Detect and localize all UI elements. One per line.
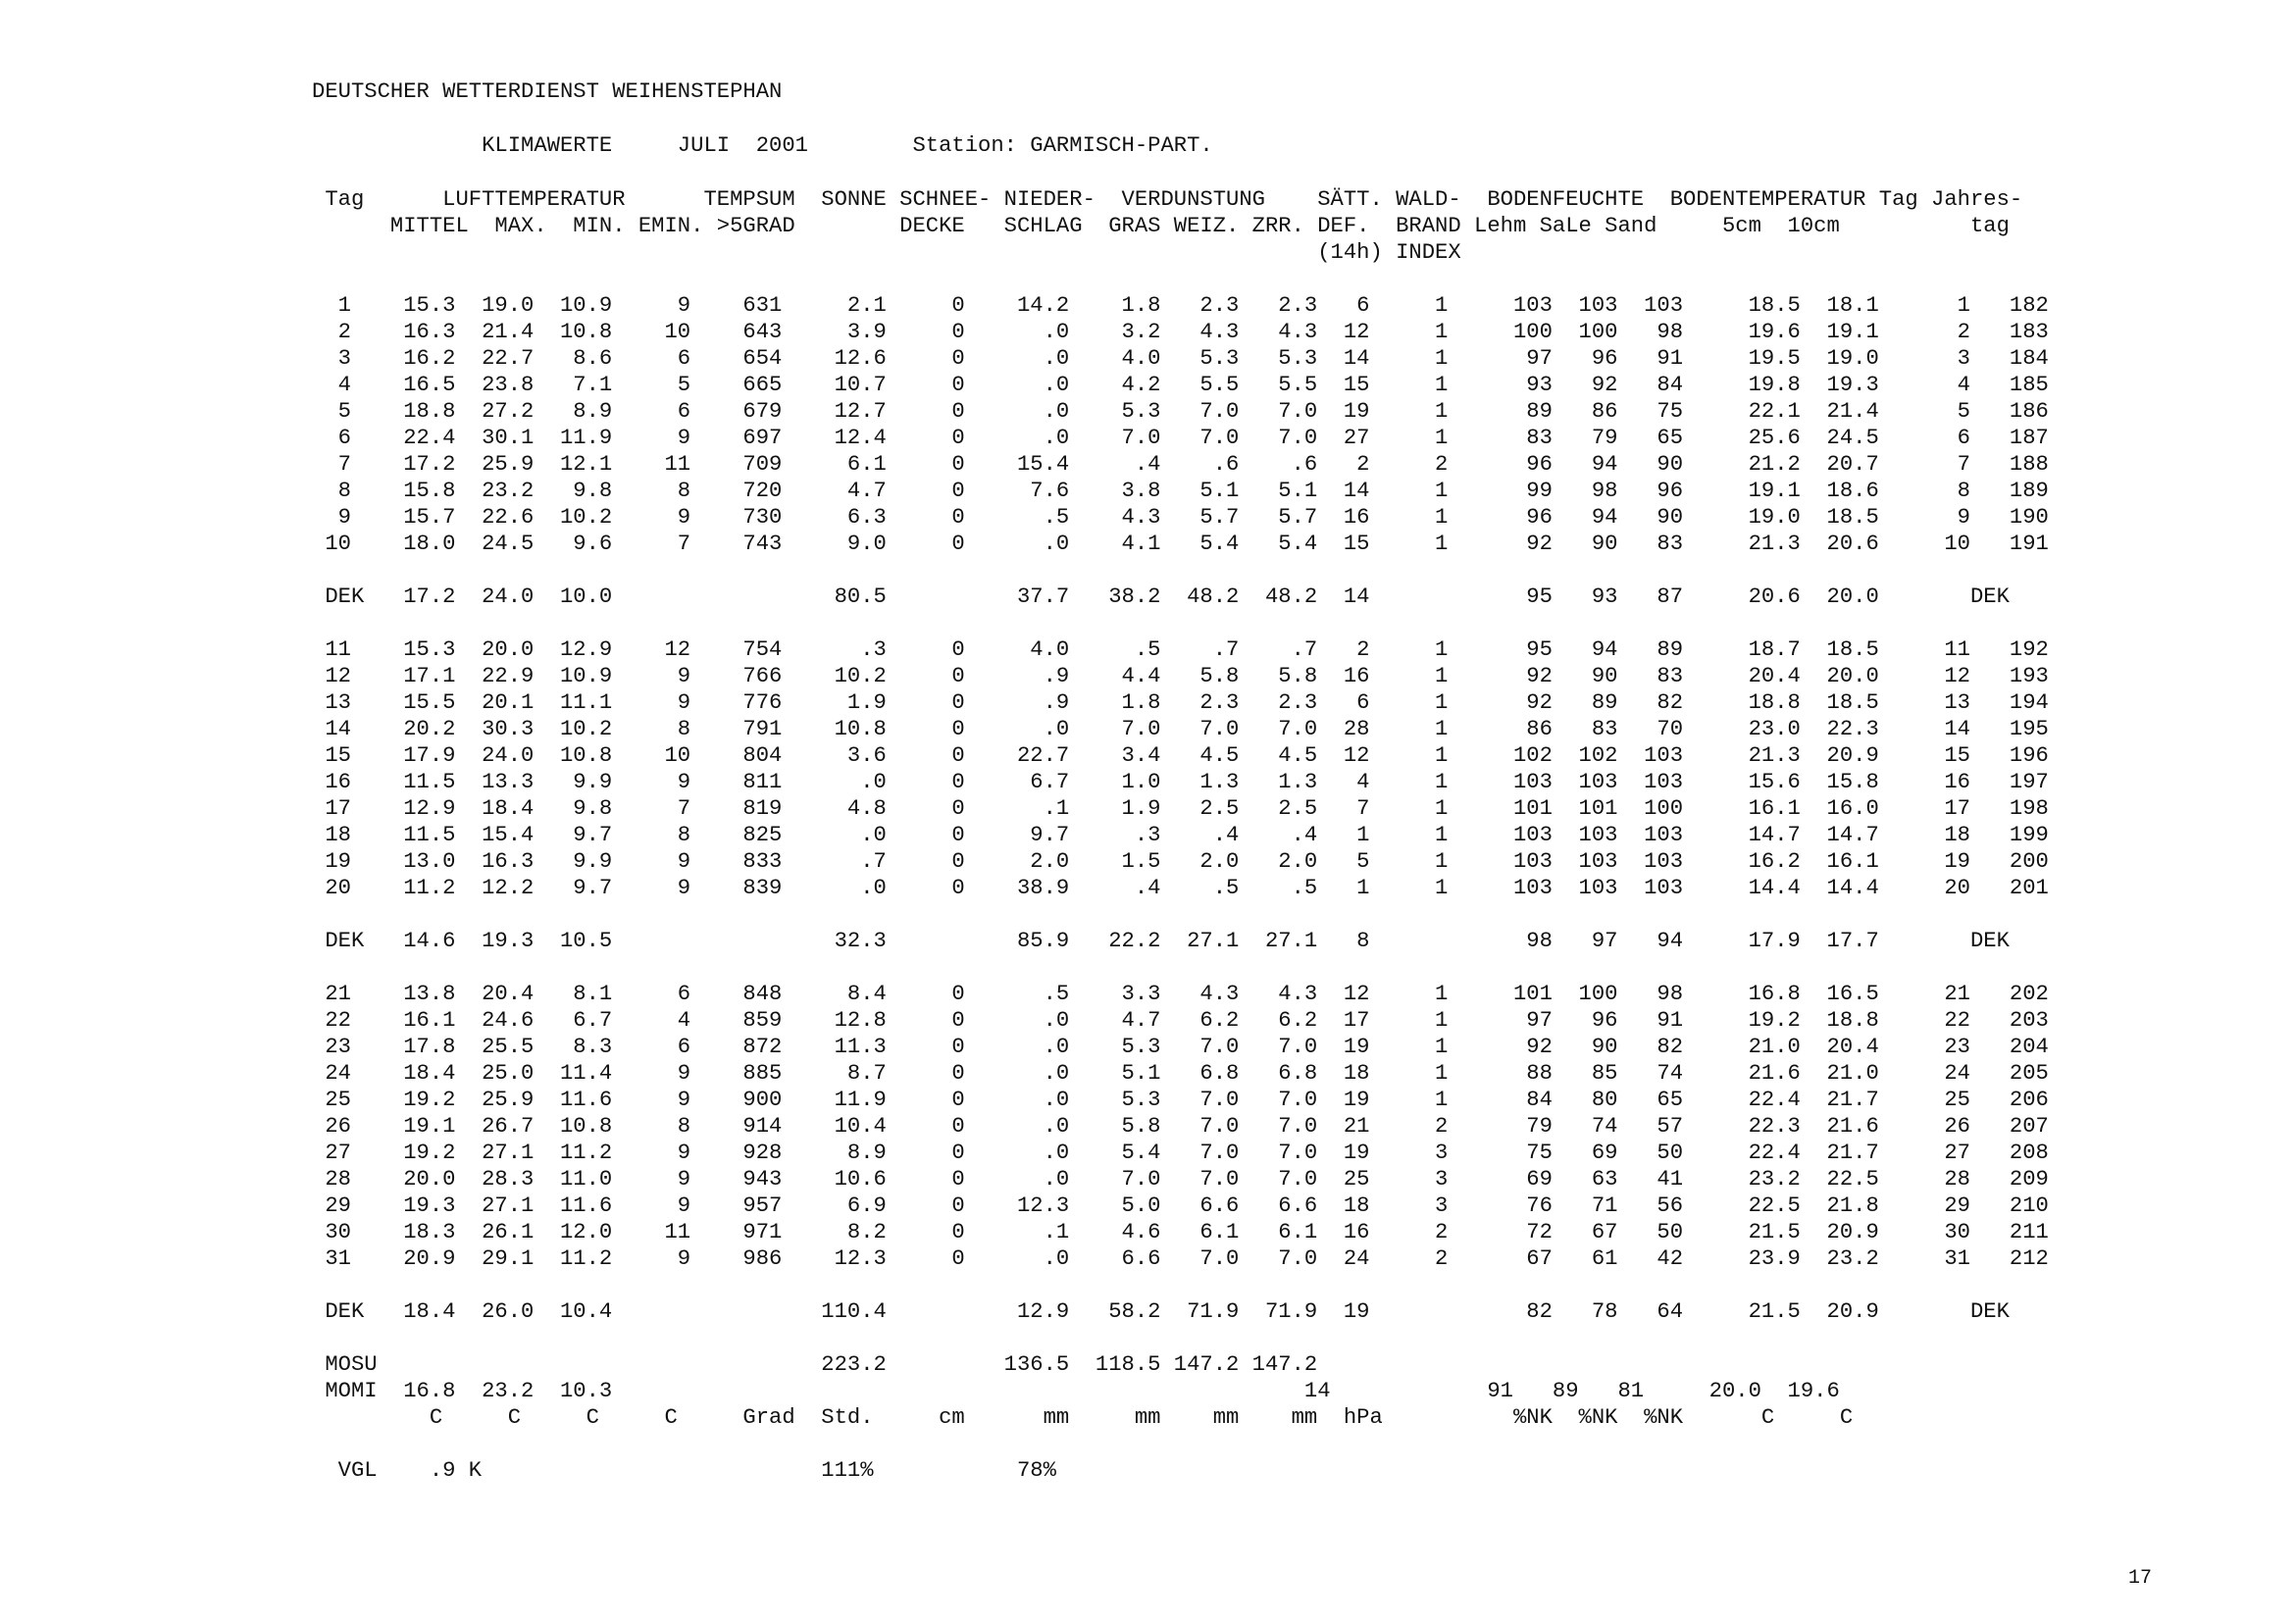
column-header-line: Tag LUFTTEMPERATUR TEMPSUM SONNE SCHNEE- NIEDER- VERDUNSTUNG SÄTT. WALD- BODENFEUCHTE BODENTEMPERATUR Tag Jahres-: [312, 187, 2023, 212]
table-row: 29 19.3 27.1 11.6 9 957 6.9 0 12.3 5.0 6.6 6.6 18 3 76 71 56 22.5 21.8 29 210: [312, 1193, 2049, 1218]
table-row: 2 16.3 21.4 10.8 10 643 3.9 0 .0 3.2 4.3 4.3 12 1 100 100 98 19.6 19.1 2 183: [312, 320, 2049, 344]
table-row: 15 17.9 24.0 10.8 10 804 3.6 0 22.7 3.4 4.5 4.5 12 1 102 102 103 21.3 20.9 15 196: [312, 743, 2049, 768]
table-row: 20 11.2 12.2 9.7 9 839 .0 0 38.9 .4 .5 .5 1 1 103 103 103 14.4 14.4 20 201: [312, 876, 2049, 900]
table-row: 21 13.8 20.4 8.1 6 848 8.4 0 .5 3.3 4.3 4.3 12 1 101 100 98 16.8 16.5 21 202: [312, 982, 2049, 1006]
table-row: 30 18.3 26.1 12.0 11 971 8.2 0 .1 4.6 6.1 6.1 16 2 72 67 50 21.5 20.9 30 211: [312, 1220, 2049, 1244]
page-number: 17: [2128, 1567, 2153, 1590]
table-row: 26 19.1 26.7 10.8 8 914 10.4 0 .0 5.8 7.0 7.0 21 2 79 74 57 22.3 21.6 26 207: [312, 1114, 2049, 1139]
table-row: 23 17.8 25.5 8.3 6 872 11.3 0 .0 5.3 7.0 7.0 19 1 92 90 82 21.0 20.4 23 204: [312, 1035, 2049, 1059]
decade-summary-row: DEK 14.6 19.3 10.5 32.3 85.9 22.2 27.1 27.1 8 98 97 94 17.9 17.7 DEK: [312, 929, 2010, 953]
comparison-row: VGL .9 K 111% 78%: [312, 1458, 1056, 1483]
table-row: 6 22.4 30.1 11.9 9 697 12.4 0 .0 7.0 7.0 7.0 27 1 83 79 65 25.6 24.5 6 187: [312, 426, 2049, 450]
table-row: 3 16.2 22.7 8.6 6 654 12.6 0 .0 4.0 5.3 5.3 14 1 97 96 91 19.5 19.0 3 184: [312, 346, 2049, 371]
units-row: C C C C Grad Std. cm mm mm mm mm hPa %NK %NK %NK C C: [312, 1405, 1854, 1430]
institution-header: DEUTSCHER WETTERDIENST WEIHENSTEPHAN: [312, 79, 783, 104]
title-line: KLIMAWERTE JULI 2001 Station: GARMISCH-PART.: [312, 133, 1213, 158]
table-row: 7 17.2 25.9 12.1 11 709 6.1 0 15.4 .4 .6 .6 2 2 96 94 90 21.2 20.7 7 188: [312, 452, 2049, 477]
table-row: 24 18.4 25.0 11.4 9 885 8.7 0 .0 5.1 6.8 6.8 18 1 88 85 74 21.6 21.0 24 205: [312, 1061, 2049, 1086]
table-row: 9 15.7 22.6 10.2 9 730 6.3 0 .5 4.3 5.7 5.7 16 1 96 94 90 19.0 18.5 9 190: [312, 505, 2049, 530]
column-header-line: (14h) INDEX: [312, 240, 1461, 265]
decade-summary-row: DEK 18.4 26.0 10.4 110.4 12.9 58.2 71.9 71.9 19 82 78 64 21.5 20.9 DEK: [312, 1299, 2010, 1324]
column-header-line: MITTEL MAX. MIN. EMIN. >5GRAD DECKE SCHLAG GRAS WEIZ. ZRR. DEF. BRAND Lehm SaLe Sand 5cm 10cm tag: [312, 214, 2010, 238]
table-row: 11 15.3 20.0 12.9 12 754 .3 0 4.0 .5 .7 .7 2 1 95 94 89 18.7 18.5 11 192: [312, 637, 2049, 662]
table-row: 22 16.1 24.6 6.7 4 859 12.8 0 .0 4.7 6.2 6.2 17 1 97 96 91 19.2 18.8 22 203: [312, 1008, 2049, 1033]
table-row: 5 18.8 27.2 8.9 6 679 12.7 0 .0 5.3 7.0 7.0 19 1 89 86 75 22.1 21.4 5 186: [312, 399, 2049, 424]
table-row: 8 15.8 23.2 9.8 8 720 4.7 0 7.6 3.8 5.1 5.1 14 1 99 98 96 19.1 18.6 8 189: [312, 479, 2049, 503]
table-row: 31 20.9 29.1 11.2 9 986 12.3 0 .0 6.6 7.0 7.0 24 2 67 61 42 23.9 23.2 31 212: [312, 1246, 2049, 1271]
monthly-mean-row: MOMI 16.8 23.2 10.3 14 91 89 81 20.0 19.6: [312, 1379, 1840, 1403]
table-row: 19 13.0 16.3 9.9 9 833 .7 0 2.0 1.5 2.0 2.0 5 1 103 103 103 16.2 16.1 19 200: [312, 849, 2049, 874]
table-row: 13 15.5 20.1 11.1 9 776 1.9 0 .9 1.8 2.3 2.3 6 1 92 89 82 18.8 18.5 13 194: [312, 690, 2049, 715]
table-row: 12 17.1 22.9 10.9 9 766 10.2 0 .9 4.4 5.8 5.8 16 1 92 90 83 20.4 20.0 12 193: [312, 664, 2049, 688]
table-row: 1 15.3 19.0 10.9 9 631 2.1 0 14.2 1.8 2.3 2.3 6 1 103 103 103 18.5 18.1 1 182: [312, 293, 2049, 318]
table-row: 10 18.0 24.5 9.6 7 743 9.0 0 .0 4.1 5.4 5.4 15 1 92 90 83 21.3 20.6 10 191: [312, 532, 2049, 556]
table-row: 4 16.5 23.8 7.1 5 665 10.7 0 .0 4.2 5.5 5.5 15 1 93 92 84 19.8 19.3 4 185: [312, 373, 2049, 397]
table-row: 25 19.2 25.9 11.6 9 900 11.9 0 .0 5.3 7.0 7.0 19 1 84 80 65 22.4 21.7 25 206: [312, 1088, 2049, 1112]
table-row: 18 11.5 15.4 9.7 8 825 .0 0 9.7 .3 .4 .4 1 1 103 103 103 14.7 14.7 18 199: [312, 823, 2049, 847]
monthly-sum-row: MOSU 223.2 136.5 118.5 147.2 147.2: [312, 1352, 1318, 1377]
table-row: 14 20.2 30.3 10.2 8 791 10.8 0 .0 7.0 7.0 7.0 28 1 86 83 70 23.0 22.3 14 195: [312, 717, 2049, 741]
decade-summary-row: DEK 17.2 24.0 10.0 80.5 37.7 38.2 48.2 48.2 14 95 93 87 20.6 20.0 DEK: [312, 584, 2010, 609]
table-row: 16 11.5 13.3 9.9 9 811 .0 0 6.7 1.0 1.3 1.3 4 1 103 103 103 15.6 15.8 16 197: [312, 770, 2049, 794]
table-row: 27 19.2 27.1 11.2 9 928 8.9 0 .0 5.4 7.0 7.0 19 3 75 69 50 22.4 21.7 27 208: [312, 1141, 2049, 1165]
table-row: 17 12.9 18.4 9.8 7 819 4.8 0 .1 1.9 2.5 2.5 7 1 101 101 100 16.1 16.0 17 198: [312, 796, 2049, 821]
table-row: 28 20.0 28.3 11.0 9 943 10.6 0 .0 7.0 7.0 7.0 25 3 69 63 41 23.2 22.5 28 209: [312, 1167, 2049, 1192]
